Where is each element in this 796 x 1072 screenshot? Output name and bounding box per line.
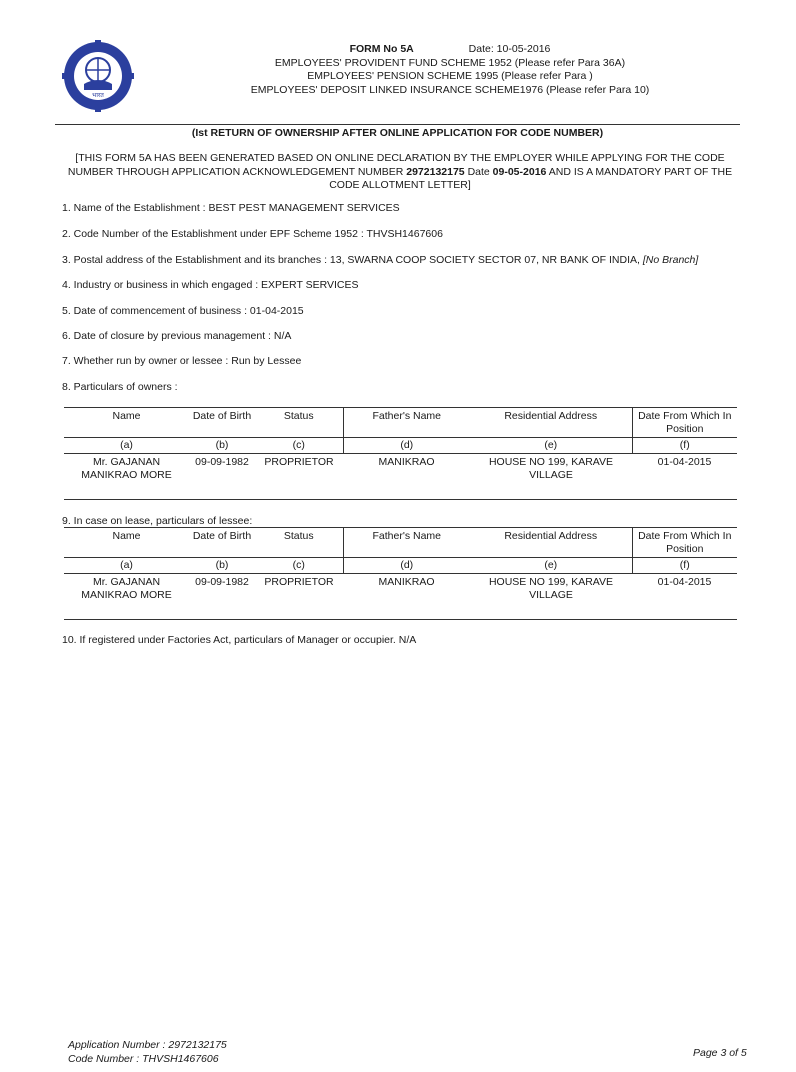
- column-header: Date of Birth: [189, 528, 255, 558]
- footer-application-number: Application Number : 2972132175: [68, 1039, 227, 1051]
- column-header: Date From Which In Position: [632, 408, 737, 438]
- lessee-table: [64, 527, 737, 620]
- ack-number: 2972132175: [406, 165, 465, 178]
- ack-date: 09-05-2016: [492, 165, 547, 178]
- item-industry: 4. Industry or business in which engaged : EXPERT SERVICES: [62, 279, 359, 291]
- lessee-name: Mr. GAJANAN MANIKRAO MORE: [64, 574, 189, 620]
- item-commencement-date: 5. Date of commencement of business : 01-04-2015: [62, 305, 304, 317]
- column-letter: (f): [632, 558, 737, 574]
- postal-address-text: 3. Postal address of the Establishment and its branches : 13, SWARNA COOP SOCIETY SECTOR 07, NR BANK OF INDIA,: [62, 254, 643, 266]
- item-postal-address: [62, 254, 698, 266]
- scheme-line-epf: EMPLOYEES' PROVIDENT FUND SCHEME 1952 (Please refer Para 36A): [274, 56, 626, 69]
- table-letter-row: [64, 558, 737, 574]
- column-header: Father's Name: [343, 528, 470, 558]
- table-row: [64, 454, 737, 500]
- column-header: Residential Address: [470, 528, 632, 558]
- item-establishment-name: 1. Name of the Establishment : BEST PEST MANAGEMENT SERVICES: [62, 202, 400, 214]
- intro-text-3: AND IS A MANDATORY PART OF THE CODE ALLOTMENT LETTER]: [329, 165, 733, 191]
- lessee-status: PROPRIETOR: [255, 574, 343, 620]
- header-divider: [55, 124, 740, 125]
- column-letter: (e): [470, 558, 632, 574]
- table-header-row: [64, 528, 737, 558]
- lessee-father-name: MANIKRAO: [343, 574, 470, 620]
- page-footer: [68, 1039, 227, 1066]
- column-header: Status: [255, 528, 343, 558]
- item-lessee-heading: 9. In case on lease, particulars of lessee:: [62, 515, 253, 527]
- column-header: Father's Name: [343, 408, 470, 438]
- footer-code-number: Code Number : THVSH1467606: [68, 1052, 219, 1065]
- column-letter: (f): [632, 438, 737, 454]
- owner-father-name: MANIKRAO: [343, 454, 470, 500]
- column-letter: (d): [343, 438, 470, 454]
- item-owners-heading: 8. Particulars of owners :: [62, 381, 178, 393]
- table-header-row: [64, 408, 737, 438]
- column-header: Date of Birth: [189, 408, 255, 438]
- branch-note: [No Branch]: [642, 254, 699, 266]
- item-closure-date: 6. Date of closure by previous management : N/A: [62, 330, 292, 342]
- column-letter: (d): [343, 558, 470, 574]
- item-factories-act: 10. If registered under Factories Act, particulars of Manager or occupier. N/A: [62, 634, 417, 646]
- owner-position-date: 01-04-2015: [632, 454, 737, 500]
- form-date: Date: 10-05-2016: [468, 43, 551, 55]
- lessee-position-date: 01-04-2015: [632, 574, 737, 620]
- intro-text-2: Date: [464, 165, 493, 178]
- column-header: Date From Which In Position: [632, 528, 737, 558]
- owner-address: HOUSE NO 199, KARAVE VILLAGE: [470, 454, 632, 500]
- item-run-by: 7. Whether run by owner or lessee : Run by Lessee: [62, 355, 302, 367]
- column-header: Name: [64, 528, 189, 558]
- column-letter: (a): [64, 438, 189, 454]
- owner-status: PROPRIETOR: [255, 454, 343, 500]
- page-number: Page 3 of 5: [693, 1047, 747, 1059]
- logo-text: भारत: [92, 92, 104, 99]
- owner-name: Mr. GAJANAN MANIKRAO MORE: [64, 454, 189, 500]
- table-row: [64, 574, 737, 620]
- intro-text-1: [THIS FORM 5A HAS BEEN GENERATED BASED ON ONLINE DECLARATION BY THE EMPLOYER WHILE APPLYING FOR THE CODE NUMBER THROUGH APPLICATION ACKNOWLEDGEMENT NUMBER: [67, 152, 725, 178]
- form-title: (Ist RETURN OF OWNERSHIP AFTER ONLINE APPLICATION FOR CODE NUMBER): [191, 127, 604, 139]
- owners-table: [64, 407, 737, 500]
- column-letter: (b): [189, 558, 255, 574]
- column-letter: (c): [255, 558, 343, 574]
- item-code-number: 2. Code Number of the Establishment under EPF Scheme 1952 : THVSH1467606: [62, 228, 443, 240]
- column-letter: (e): [470, 438, 632, 454]
- owner-dob: 09-09-1982: [189, 454, 255, 500]
- table-letter-row: [64, 438, 737, 454]
- column-header: Name: [64, 408, 189, 438]
- column-header: Residential Address: [470, 408, 632, 438]
- lessee-address: HOUSE NO 199, KARAVE VILLAGE: [470, 574, 632, 620]
- column-letter: (c): [255, 438, 343, 454]
- column-letter: (a): [64, 558, 189, 574]
- scheme-line-edli: EMPLOYEES' DEPOSIT LINKED INSURANCE SCHEME1976 (Please refer Para 10): [250, 83, 650, 96]
- column-header: Status: [255, 408, 343, 438]
- epfo-logo: [62, 40, 134, 112]
- intro-paragraph: [65, 152, 735, 193]
- scheme-line-pension: EMPLOYEES' PENSION SCHEME 1995 (Please refer Para ): [307, 70, 593, 82]
- column-letter: (b): [189, 438, 255, 454]
- lessee-dob: 09-09-1982: [189, 574, 255, 620]
- form-number: FORM No 5A: [349, 43, 414, 55]
- form-header: [150, 43, 750, 97]
